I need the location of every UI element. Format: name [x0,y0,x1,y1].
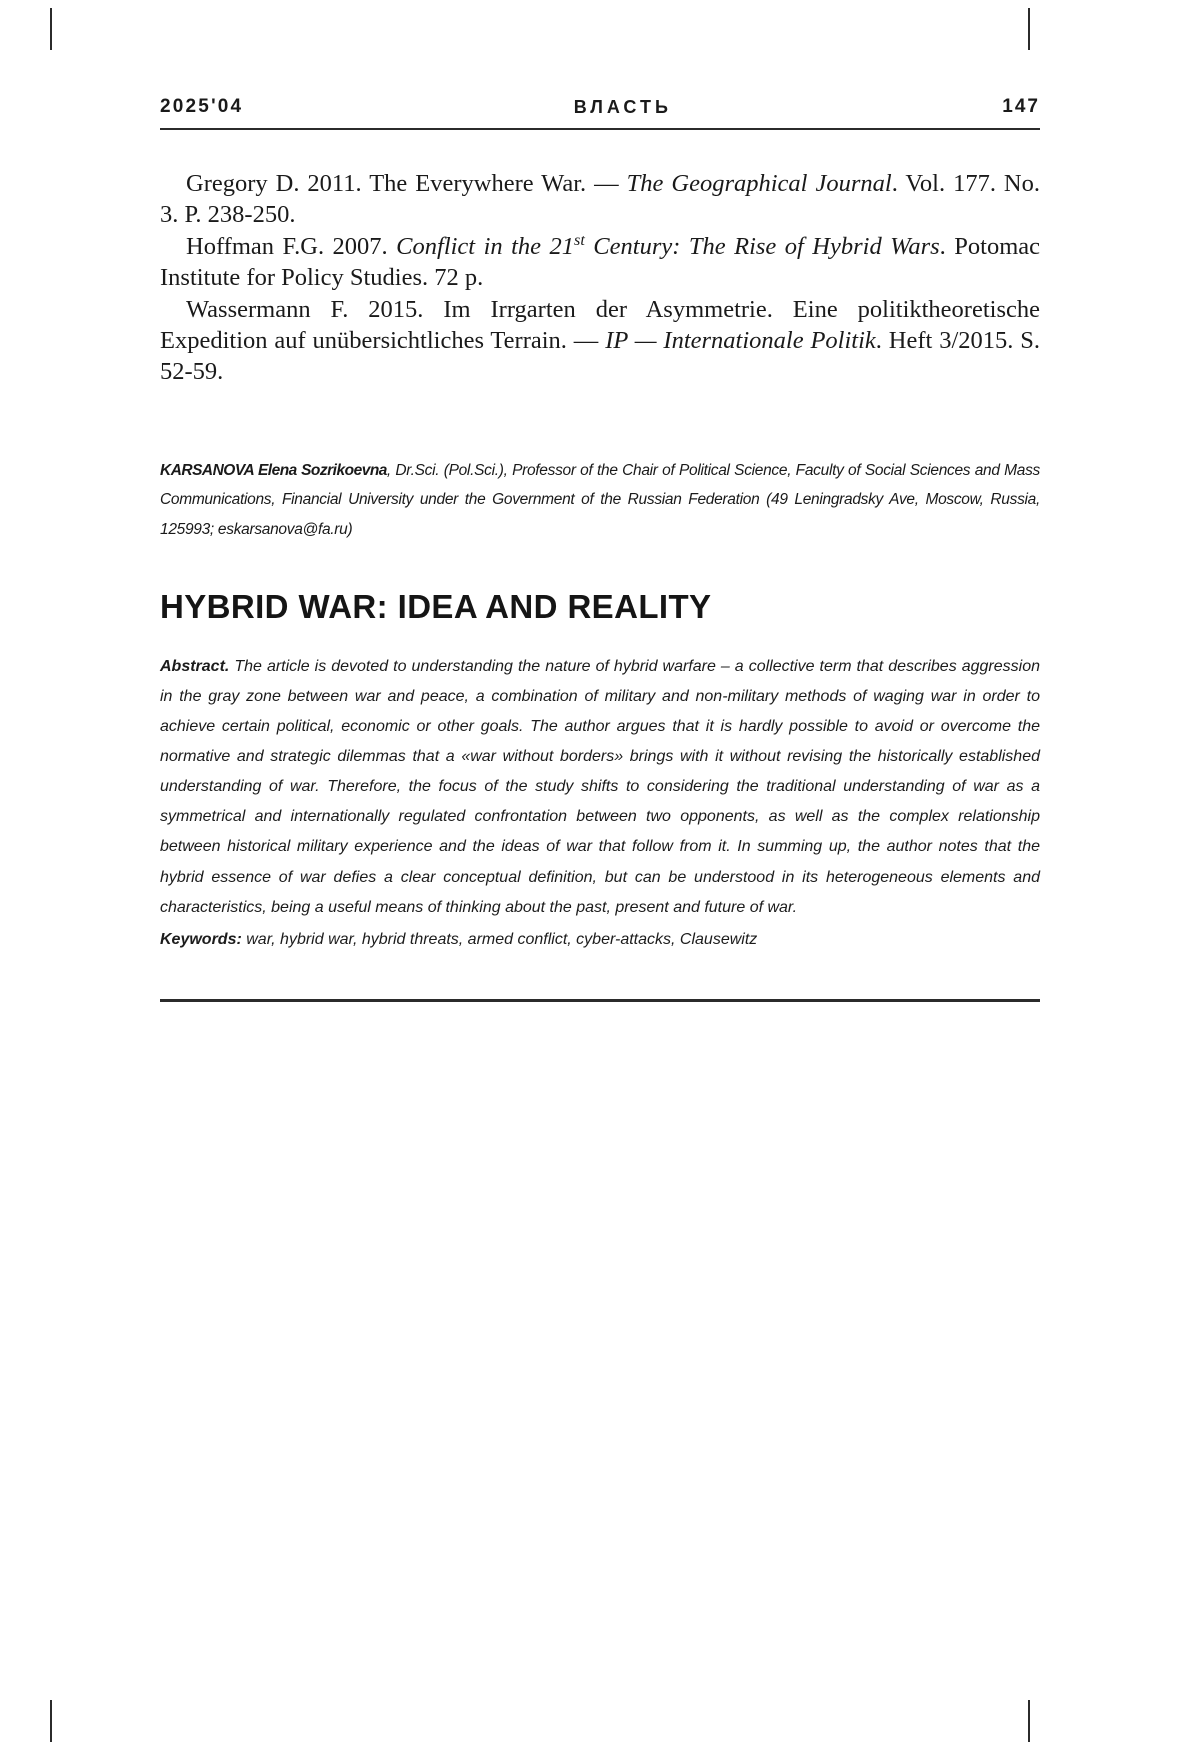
reference-segment: Gregory D. 2011. The Everywhere War. — [186,170,627,197]
section-divider [160,999,1040,1002]
keywords-text: war, hybrid war, hybrid threats, armed conflict, cyber-attacks, Clausewitz [246,930,758,948]
reference-item [160,294,1040,388]
abstract-paragraph [160,652,1040,923]
reference-segment: Conflict in the 21 [396,232,575,260]
keywords-label: Keywords: [160,930,242,948]
crop-mark-bottom-right [1028,1700,1030,1742]
reference-segment: IP — Internationale Politik [605,326,876,354]
reference-item [160,168,1040,231]
reference-segment: The Geographical Journal [626,170,892,197]
reference-segment: Century: The Rise of Hybrid Wars [584,232,940,260]
reference-segment: Hoffman F.G. 2007. [186,232,397,260]
author-affiliation-block [160,456,1040,544]
article-title: HYBRID WAR: IDEA AND REALITY [160,587,712,625]
reference-segment: Wassermann F. 2015. Im Irrgarten der Asymmetrie. Eine politiktheoretische Expedition auf unübersichtliches Terrain. — [160,295,1040,354]
reference-segment: . Vol. 177. No. 3. P. 238-250. [160,170,1041,229]
reference-list [160,168,1040,388]
reference-segment: st [574,231,585,249]
running-head-issue: 2025'04 [160,96,244,117]
reference-item [160,231,1040,294]
reference-segment: . Heft 3/2015. S. 52-59. [160,326,1041,386]
page-body [160,96,1040,1002]
abstract-label: Abstract. [160,657,230,675]
author-affiliation: , Dr.Sci. (Pol.Sci.), Professor of the Chair of Political Science, Faculty of Social Sciences and Mass Communications, Financial University under the Government of the Russian Federation (49 Leningradsky Ave, Moscow, Russia, 125993; eskarsanova@fa.ru) [160,461,1040,538]
author-name: KARSANOVA Elena Sozrikoevna [160,461,387,479]
reference-segment: . Potomac Institute for Policy Studies. 72 p. [160,232,1040,292]
keywords-paragraph [160,925,1040,955]
running-head [160,96,1040,130]
abstract-text: The article is devoted to understanding the nature of hybrid warfare – a collective term that describes aggression in the gray zone between war and peace, a combination of military and non-military methods of waging war in order to achieve certain political, economic or other goals. The author argues that it is hardly possible to avoid or overcome the normative and strategic dilemmas that a «war without borders» brings with it without revising the historically established understanding of war. Therefore, the focus of the study shifts to considering the traditional understanding of war as a symmetrical and internationally regulated confrontation between two opponents, as well as the complex relationship between historical military experience and the ideas of war that follow from it. In summing up, the author notes that the hybrid essence of war defies a clear conceptual definition, but can be understood in its heterogeneous elements and characteristics, being a useful means of thinking about the past, present and future of war. [160,657,1040,916]
crop-mark-top-left [50,8,52,50]
page-number: 147 [1002,96,1040,117]
running-head-journal-title: ВЛАСТЬ [573,97,672,117]
crop-mark-bottom-left [50,1700,52,1742]
crop-mark-top-right [1028,8,1030,50]
